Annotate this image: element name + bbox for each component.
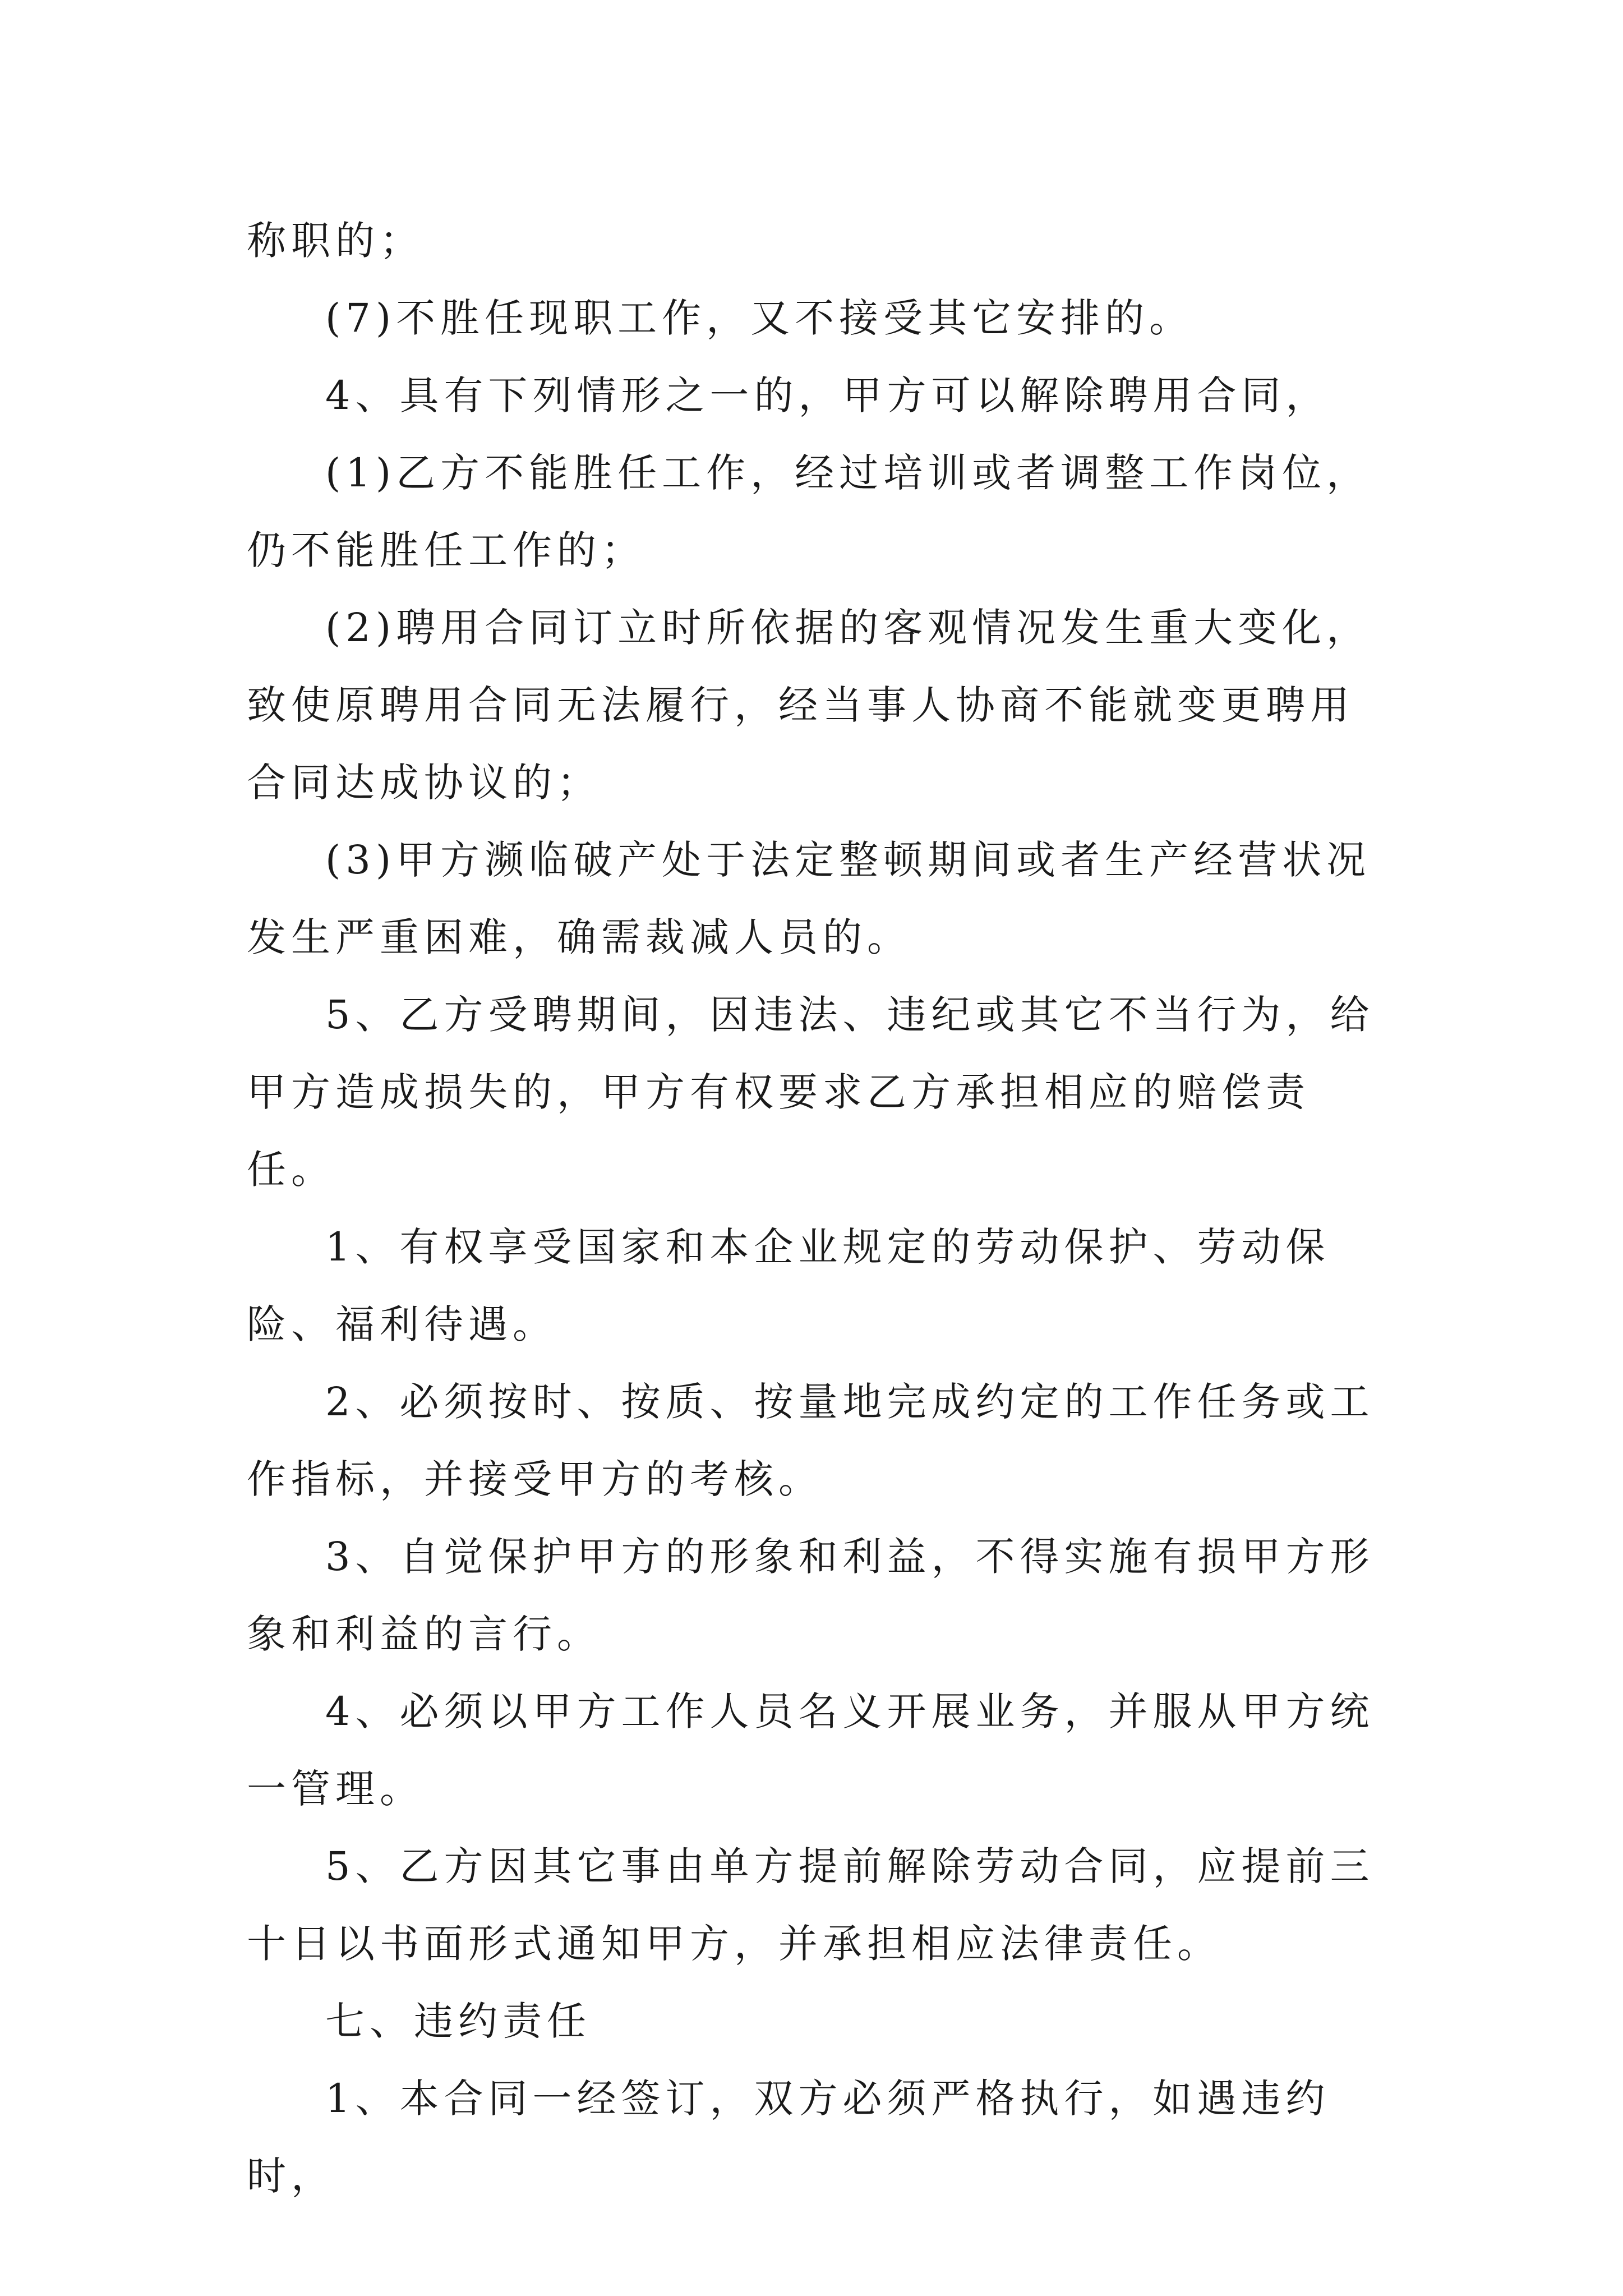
paragraph: 称职的； bbox=[247, 218, 424, 264]
paragraph: 1、有权享受国家和本企业规定的劳动保护、劳动保险、福利待遇。 bbox=[247, 1224, 1330, 1347]
paragraph: 2、必须按时、按质、按量地完成约定的工作任务或工作指标，并接受甲方的考核。 bbox=[247, 1379, 1375, 1502]
paragraph: (1)乙方不能胜任工作，经过培训或者调整工作岗位，仍不能胜任工作的； bbox=[247, 450, 1371, 573]
section-heading: 七、违约责任 bbox=[325, 1998, 591, 2044]
paragraph: 5、乙方受聘期间，因违法、违纪或其它不当行为，给甲方造成损失的，甲方有权要求乙方承担相应的赔偿责任。 bbox=[247, 992, 1375, 1193]
document-body bbox=[247, 202, 1385, 2215]
paragraph: 1、本合同一经签订，双方必须严格执行，如遇违约时， bbox=[247, 2076, 1330, 2199]
paragraph: (3)甲方濒临破产处于法定整顿期间或者生产经营状况发生严重困难，确需裁减人员的。 bbox=[247, 837, 1371, 960]
paragraph: 4、必须以甲方工作人员名义开展业务，并服从甲方统一管理。 bbox=[247, 1688, 1375, 1812]
paragraph: 4、具有下列情形之一的，甲方可以解除聘用合同， bbox=[325, 372, 1330, 418]
paragraph: (7)不胜任现职工作，又不接受其它安排的。 bbox=[325, 295, 1194, 341]
paragraph: 3、自觉保护甲方的形象和利益，不得实施有损甲方形象和利益的言行。 bbox=[247, 1534, 1375, 1657]
paragraph: 5、乙方因其它事由单方提前解除劳动合同，应提前三十日以书面形式通知甲方，并承担相应法律责任。 bbox=[247, 1843, 1375, 1967]
paragraph: (2)聘用合同订立时所依据的客观情况发生重大变化，致使原聘用合同无法履行，经当事人协商不能就变更聘用合同达成协议的； bbox=[247, 605, 1371, 806]
